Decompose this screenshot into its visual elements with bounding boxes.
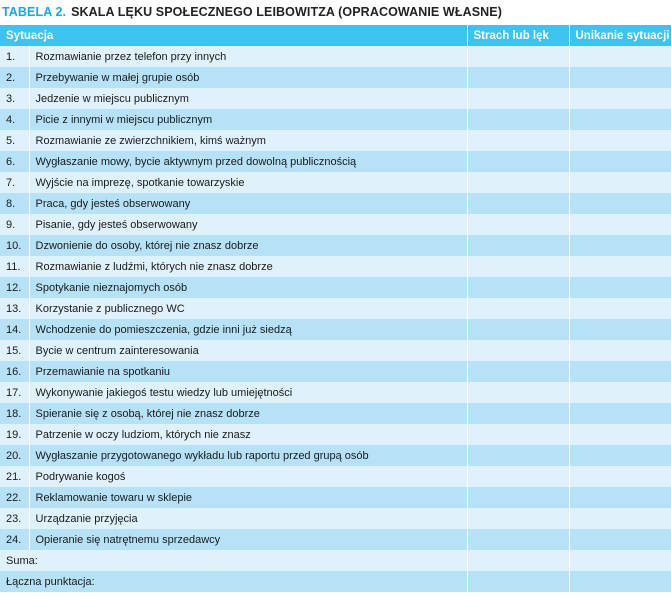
fear-score-cell[interactable] xyxy=(467,319,569,340)
table-row xyxy=(0,130,671,151)
row-situation: Wykonywanie jakiegoś testu wiedzy lub umiejętności xyxy=(29,382,467,403)
leibowitz-scale-table xyxy=(0,25,671,592)
row-number: 2. xyxy=(0,67,29,88)
table-row xyxy=(0,172,671,193)
table-row xyxy=(0,361,671,382)
fear-score-cell[interactable] xyxy=(467,424,569,445)
sum-row xyxy=(0,550,671,571)
row-number: 6. xyxy=(0,151,29,172)
fear-score-cell[interactable] xyxy=(467,340,569,361)
table-title: SKALA LĘKU SPOŁECZNEGO LEIBOWITZA (OPRACOWANIE WŁASNE) xyxy=(71,5,502,19)
table-row xyxy=(0,277,671,298)
table-row xyxy=(0,529,671,550)
sum-row-label: Suma: xyxy=(0,550,467,571)
row-situation: Dzwonienie do osoby, której nie znasz dobrze xyxy=(29,235,467,256)
table-row xyxy=(0,235,671,256)
fear-score-cell[interactable] xyxy=(467,46,569,67)
avoidance-score-cell[interactable] xyxy=(569,193,671,214)
row-number: 18. xyxy=(0,403,29,424)
fear-score-cell[interactable] xyxy=(467,214,569,235)
avoidance-score-cell[interactable] xyxy=(569,508,671,529)
avoidance-score-cell[interactable] xyxy=(569,172,671,193)
row-situation: Bycie w centrum zainteresowania xyxy=(29,340,467,361)
avoidance-score-cell[interactable] xyxy=(569,130,671,151)
row-number: 5. xyxy=(0,130,29,151)
row-situation: Wchodzenie do pomieszczenia, gdzie inni już siedzą xyxy=(29,319,467,340)
row-number: 24. xyxy=(0,529,29,550)
row-situation: Przebywanie w małej grupie osób xyxy=(29,67,467,88)
table-header-row xyxy=(0,25,671,46)
row-number: 7. xyxy=(0,172,29,193)
row-number: 10. xyxy=(0,235,29,256)
fear-score-cell[interactable] xyxy=(467,193,569,214)
fear-score-cell[interactable] xyxy=(467,67,569,88)
row-situation: Pisanie, gdy jesteś obserwowany xyxy=(29,214,467,235)
table-row xyxy=(0,67,671,88)
table-row xyxy=(0,403,671,424)
table-row xyxy=(0,487,671,508)
total-row-avoidance-cell[interactable] xyxy=(569,571,671,592)
fear-score-cell[interactable] xyxy=(467,109,569,130)
avoidance-score-cell[interactable] xyxy=(569,445,671,466)
fear-score-cell[interactable] xyxy=(467,445,569,466)
fear-score-cell[interactable] xyxy=(467,487,569,508)
fear-score-cell[interactable] xyxy=(467,361,569,382)
fear-score-cell[interactable] xyxy=(467,298,569,319)
avoidance-score-cell[interactable] xyxy=(569,109,671,130)
fear-score-cell[interactable] xyxy=(467,151,569,172)
row-situation: Przemawianie na spotkaniu xyxy=(29,361,467,382)
fear-score-cell[interactable] xyxy=(467,172,569,193)
row-situation: Jedzenie w miejscu publicznym xyxy=(29,88,467,109)
header-avoidance: Unikanie sytuacji xyxy=(569,25,671,46)
avoidance-score-cell[interactable] xyxy=(569,340,671,361)
table-row xyxy=(0,151,671,172)
total-row xyxy=(0,571,671,592)
row-situation: Reklamowanie towaru w sklepie xyxy=(29,487,467,508)
row-situation: Wygłaszanie przygotowanego wykładu lub raportu przed grupą osób xyxy=(29,445,467,466)
row-situation: Spotykanie nieznajomych osób xyxy=(29,277,467,298)
table-row xyxy=(0,214,671,235)
sum-row-avoidance-cell[interactable] xyxy=(569,550,671,571)
row-situation: Rozmawianie z ludźmi, których nie znasz dobrze xyxy=(29,256,467,277)
header-fear: Strach lub lęk xyxy=(467,25,569,46)
row-number: 17. xyxy=(0,382,29,403)
table-row xyxy=(0,319,671,340)
fear-score-cell[interactable] xyxy=(467,256,569,277)
row-number: 11. xyxy=(0,256,29,277)
fear-score-cell[interactable] xyxy=(467,466,569,487)
avoidance-score-cell[interactable] xyxy=(569,256,671,277)
row-situation: Rozmawianie przez telefon przy innych xyxy=(29,46,467,67)
row-situation: Urządzanie przyjęcia xyxy=(29,508,467,529)
table-number: TABELA 2. xyxy=(2,5,67,19)
header-situation: Sytuacja xyxy=(0,25,467,46)
row-number: 3. xyxy=(0,88,29,109)
fear-score-cell[interactable] xyxy=(467,529,569,550)
row-situation: Picie z innymi w miejscu publicznym xyxy=(29,109,467,130)
avoidance-score-cell[interactable] xyxy=(569,361,671,382)
avoidance-score-cell[interactable] xyxy=(569,487,671,508)
total-row-fear-cell[interactable] xyxy=(467,571,569,592)
avoidance-score-cell[interactable] xyxy=(569,424,671,445)
row-number: 13. xyxy=(0,298,29,319)
row-situation: Rozmawianie ze zwierzchnikiem, kimś ważnym xyxy=(29,130,467,151)
avoidance-score-cell[interactable] xyxy=(569,403,671,424)
avoidance-score-cell[interactable] xyxy=(569,529,671,550)
table-row xyxy=(0,88,671,109)
row-number: 19. xyxy=(0,424,29,445)
row-situation: Spieranie się z osobą, której nie znasz dobrze xyxy=(29,403,467,424)
row-situation: Opieranie się natrętnemu sprzedawcy xyxy=(29,529,467,550)
table-row xyxy=(0,109,671,130)
table-row xyxy=(0,382,671,403)
sum-row-fear-cell[interactable] xyxy=(467,550,569,571)
table-row xyxy=(0,193,671,214)
fear-score-cell[interactable] xyxy=(467,88,569,109)
avoidance-score-cell[interactable] xyxy=(569,235,671,256)
row-number: 12. xyxy=(0,277,29,298)
fear-score-cell[interactable] xyxy=(467,277,569,298)
avoidance-score-cell[interactable] xyxy=(569,46,671,67)
fear-score-cell[interactable] xyxy=(467,235,569,256)
fear-score-cell[interactable] xyxy=(467,508,569,529)
avoidance-score-cell[interactable] xyxy=(569,88,671,109)
row-situation: Praca, gdy jesteś obserwowany xyxy=(29,193,467,214)
table-row xyxy=(0,466,671,487)
table-row xyxy=(0,256,671,277)
table-row xyxy=(0,445,671,466)
fear-score-cell[interactable] xyxy=(467,403,569,424)
row-number: 14. xyxy=(0,319,29,340)
avoidance-score-cell[interactable] xyxy=(569,298,671,319)
row-number: 23. xyxy=(0,508,29,529)
table-row xyxy=(0,424,671,445)
row-number: 16. xyxy=(0,361,29,382)
table-row xyxy=(0,46,671,67)
avoidance-score-cell[interactable] xyxy=(569,214,671,235)
table-caption xyxy=(0,0,671,24)
row-number: 20. xyxy=(0,445,29,466)
avoidance-score-cell[interactable] xyxy=(569,382,671,403)
row-situation: Wyjście na imprezę, spotkanie towarzyskie xyxy=(29,172,467,193)
avoidance-score-cell[interactable] xyxy=(569,151,671,172)
fear-score-cell[interactable] xyxy=(467,382,569,403)
avoidance-score-cell[interactable] xyxy=(569,466,671,487)
row-number: 21. xyxy=(0,466,29,487)
total-row-label: Łączna punktacja: xyxy=(0,571,467,592)
row-number: 1. xyxy=(0,46,29,67)
row-number: 22. xyxy=(0,487,29,508)
row-number: 9. xyxy=(0,214,29,235)
row-number: 15. xyxy=(0,340,29,361)
row-number: 8. xyxy=(0,193,29,214)
table-row xyxy=(0,298,671,319)
table-row xyxy=(0,340,671,361)
row-situation: Podrywanie kogoś xyxy=(29,466,467,487)
row-situation: Patrzenie w oczy ludziom, których nie znasz xyxy=(29,424,467,445)
avoidance-score-cell[interactable] xyxy=(569,67,671,88)
row-situation: Korzystanie z publicznego WC xyxy=(29,298,467,319)
row-number: 4. xyxy=(0,109,29,130)
fear-score-cell[interactable] xyxy=(467,130,569,151)
avoidance-score-cell[interactable] xyxy=(569,277,671,298)
avoidance-score-cell[interactable] xyxy=(569,319,671,340)
row-situation: Wygłaszanie mowy, bycie aktywnym przed dowolną publicznością xyxy=(29,151,467,172)
table-row xyxy=(0,508,671,529)
